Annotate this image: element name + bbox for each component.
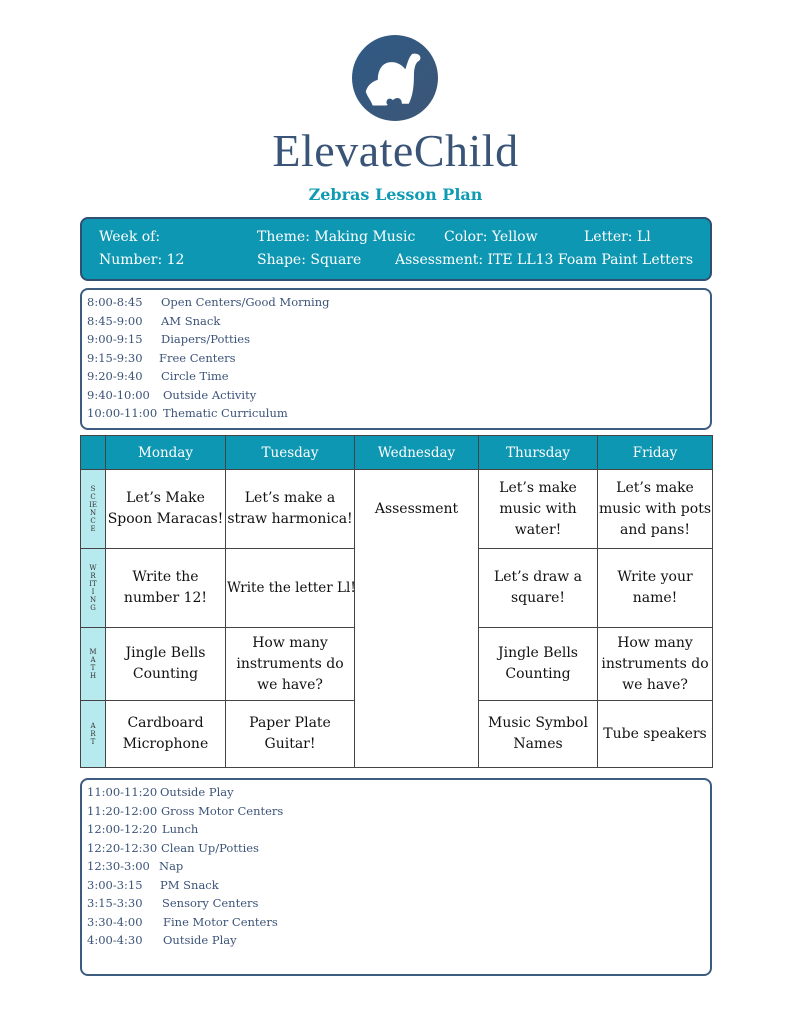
schedule-activity: Free Centers <box>159 350 236 365</box>
table-cell: Let’s make music with pots and pans! <box>598 470 713 549</box>
subject-label-art <box>81 701 106 768</box>
table-cell: Jingle Bells Counting <box>479 628 598 701</box>
table-cell: Write the letter Ll! <box>226 549 355 628</box>
brand-name: ElevateChild <box>272 125 519 176</box>
schedule-time: 3:30-4:00 <box>87 914 143 929</box>
table-cell: Let’s Make Spoon Maracas! <box>106 470 226 549</box>
subject-text: SCIENCE <box>89 485 97 533</box>
table-cell: Write your name! <box>598 549 713 628</box>
schedule-time: 12:30-3:00 <box>87 859 150 873</box>
header-corner <box>81 436 106 470</box>
schedule-time: 12:20-12:30 <box>87 840 158 855</box>
schedule-row <box>87 387 257 406</box>
schedule-activity: Diapers/Potties <box>161 332 251 346</box>
subject-label-math <box>81 628 106 701</box>
schedule-activity: Nap <box>159 859 184 873</box>
table-cell: Music Symbol Names <box>479 701 598 768</box>
schedule-activity: Gross Motor Centers <box>161 803 284 818</box>
schedule-activity: Lunch <box>162 822 199 836</box>
schedule-activity: AM Snack <box>161 313 221 328</box>
schedule-time: 11:20-12:00 <box>87 803 158 818</box>
subject-label-writing <box>81 549 106 628</box>
subject-text: WRITING <box>89 564 97 612</box>
schedule-time: 11:00-11:20 <box>87 785 158 799</box>
schedule-activity: Fine Motor Centers <box>163 914 278 929</box>
schedule-row <box>87 822 199 840</box>
schedule-row <box>87 877 219 896</box>
schedule-time: 9:00-9:15 <box>87 332 143 346</box>
table-cell: Tube speakers <box>598 701 713 768</box>
schedule-time: 8:00-8:45 <box>87 295 143 309</box>
schedule-time: 3:00-3:15 <box>87 877 143 892</box>
wednesday-assessment-cell: Assessment <box>355 470 479 768</box>
afternoon-schedule <box>80 778 712 976</box>
schedule-time: 8:45-9:00 <box>87 313 143 328</box>
schedule-row <box>87 840 259 859</box>
table-cell: Let’s make a straw harmonica! <box>226 470 355 549</box>
schedule-row <box>87 350 236 369</box>
header-thursday: Thursday <box>479 436 598 470</box>
table-header-row <box>81 436 713 470</box>
schedule-activity: Outside Play <box>163 933 237 947</box>
schedule-row <box>87 803 284 822</box>
schedule-row <box>87 406 288 424</box>
schedule-row <box>87 369 229 387</box>
schedule-time: 4:00-4:30 <box>87 933 143 947</box>
table-cell: How many instruments do we have? <box>226 628 355 701</box>
schedule-activity: Clean Up/Potties <box>161 840 259 855</box>
schedule-activity: Outside Play <box>160 785 234 799</box>
table-cell: Paper Plate Guitar! <box>226 701 355 768</box>
schedule-time: 10:00-11:00 <box>87 406 158 420</box>
schedule-row <box>87 332 251 350</box>
week-of-field: Week of: <box>99 229 161 245</box>
schedule-row <box>87 896 259 914</box>
table-row <box>81 470 713 549</box>
number-field: Number: 12 <box>99 252 185 268</box>
schedule-row <box>87 859 184 877</box>
header-monday: Monday <box>106 436 226 470</box>
subject-text: ART <box>90 722 96 746</box>
table-cell: How many instruments do we have? <box>598 628 713 701</box>
schedule-time: 12:00-12:20 <box>87 822 158 836</box>
schedule-row <box>87 785 234 803</box>
schedule-row <box>87 914 278 933</box>
table-cell: Let’s draw a square! <box>479 549 598 628</box>
schedule-row <box>87 313 221 332</box>
header-wednesday: Wednesday <box>355 436 479 470</box>
schedule-row <box>87 933 237 951</box>
assessment-field: Assessment: ITE LL13 Foam Paint Letters <box>395 252 694 268</box>
subject-label-science <box>81 470 106 549</box>
schedule-activity: Circle Time <box>161 369 229 383</box>
shape-field: Shape: Square <box>257 252 362 268</box>
letter-field: Letter: Ll <box>584 229 651 245</box>
weekly-plan-table <box>80 435 713 768</box>
theme-field: Theme: Making Music <box>257 229 416 245</box>
table-cell: Let’s make music with water! <box>479 470 598 549</box>
table-cell: Cardboard Microphone <box>106 701 226 768</box>
schedule-time: 9:40-10:00 <box>87 387 150 402</box>
header-tuesday: Tuesday <box>226 436 355 470</box>
schedule-activity: Open Centers/Good Morning <box>161 295 330 309</box>
table-cell: Jingle Bells Counting <box>106 628 226 701</box>
schedule-activity: Outside Activity <box>163 387 257 402</box>
header-friday: Friday <box>598 436 713 470</box>
week-info-banner <box>80 217 712 281</box>
schedule-row <box>87 295 330 313</box>
morning-schedule <box>80 288 712 430</box>
page-title: Zebras Lesson Plan <box>308 185 483 204</box>
schedule-time: 9:20-9:40 <box>87 369 143 383</box>
schedule-time: 9:15-9:30 <box>87 350 143 365</box>
schedule-activity: PM Snack <box>160 877 219 892</box>
schedule-activity: Thematic Curriculum <box>163 406 288 420</box>
schedule-activity: Sensory Centers <box>162 896 259 910</box>
schedule-time: 3:15-3:30 <box>87 896 143 910</box>
color-field: Color: Yellow <box>444 229 538 245</box>
subject-text: MATH <box>89 648 97 680</box>
table-cell: Write the number 12! <box>106 549 226 628</box>
elephant-logo-icon <box>352 35 438 121</box>
